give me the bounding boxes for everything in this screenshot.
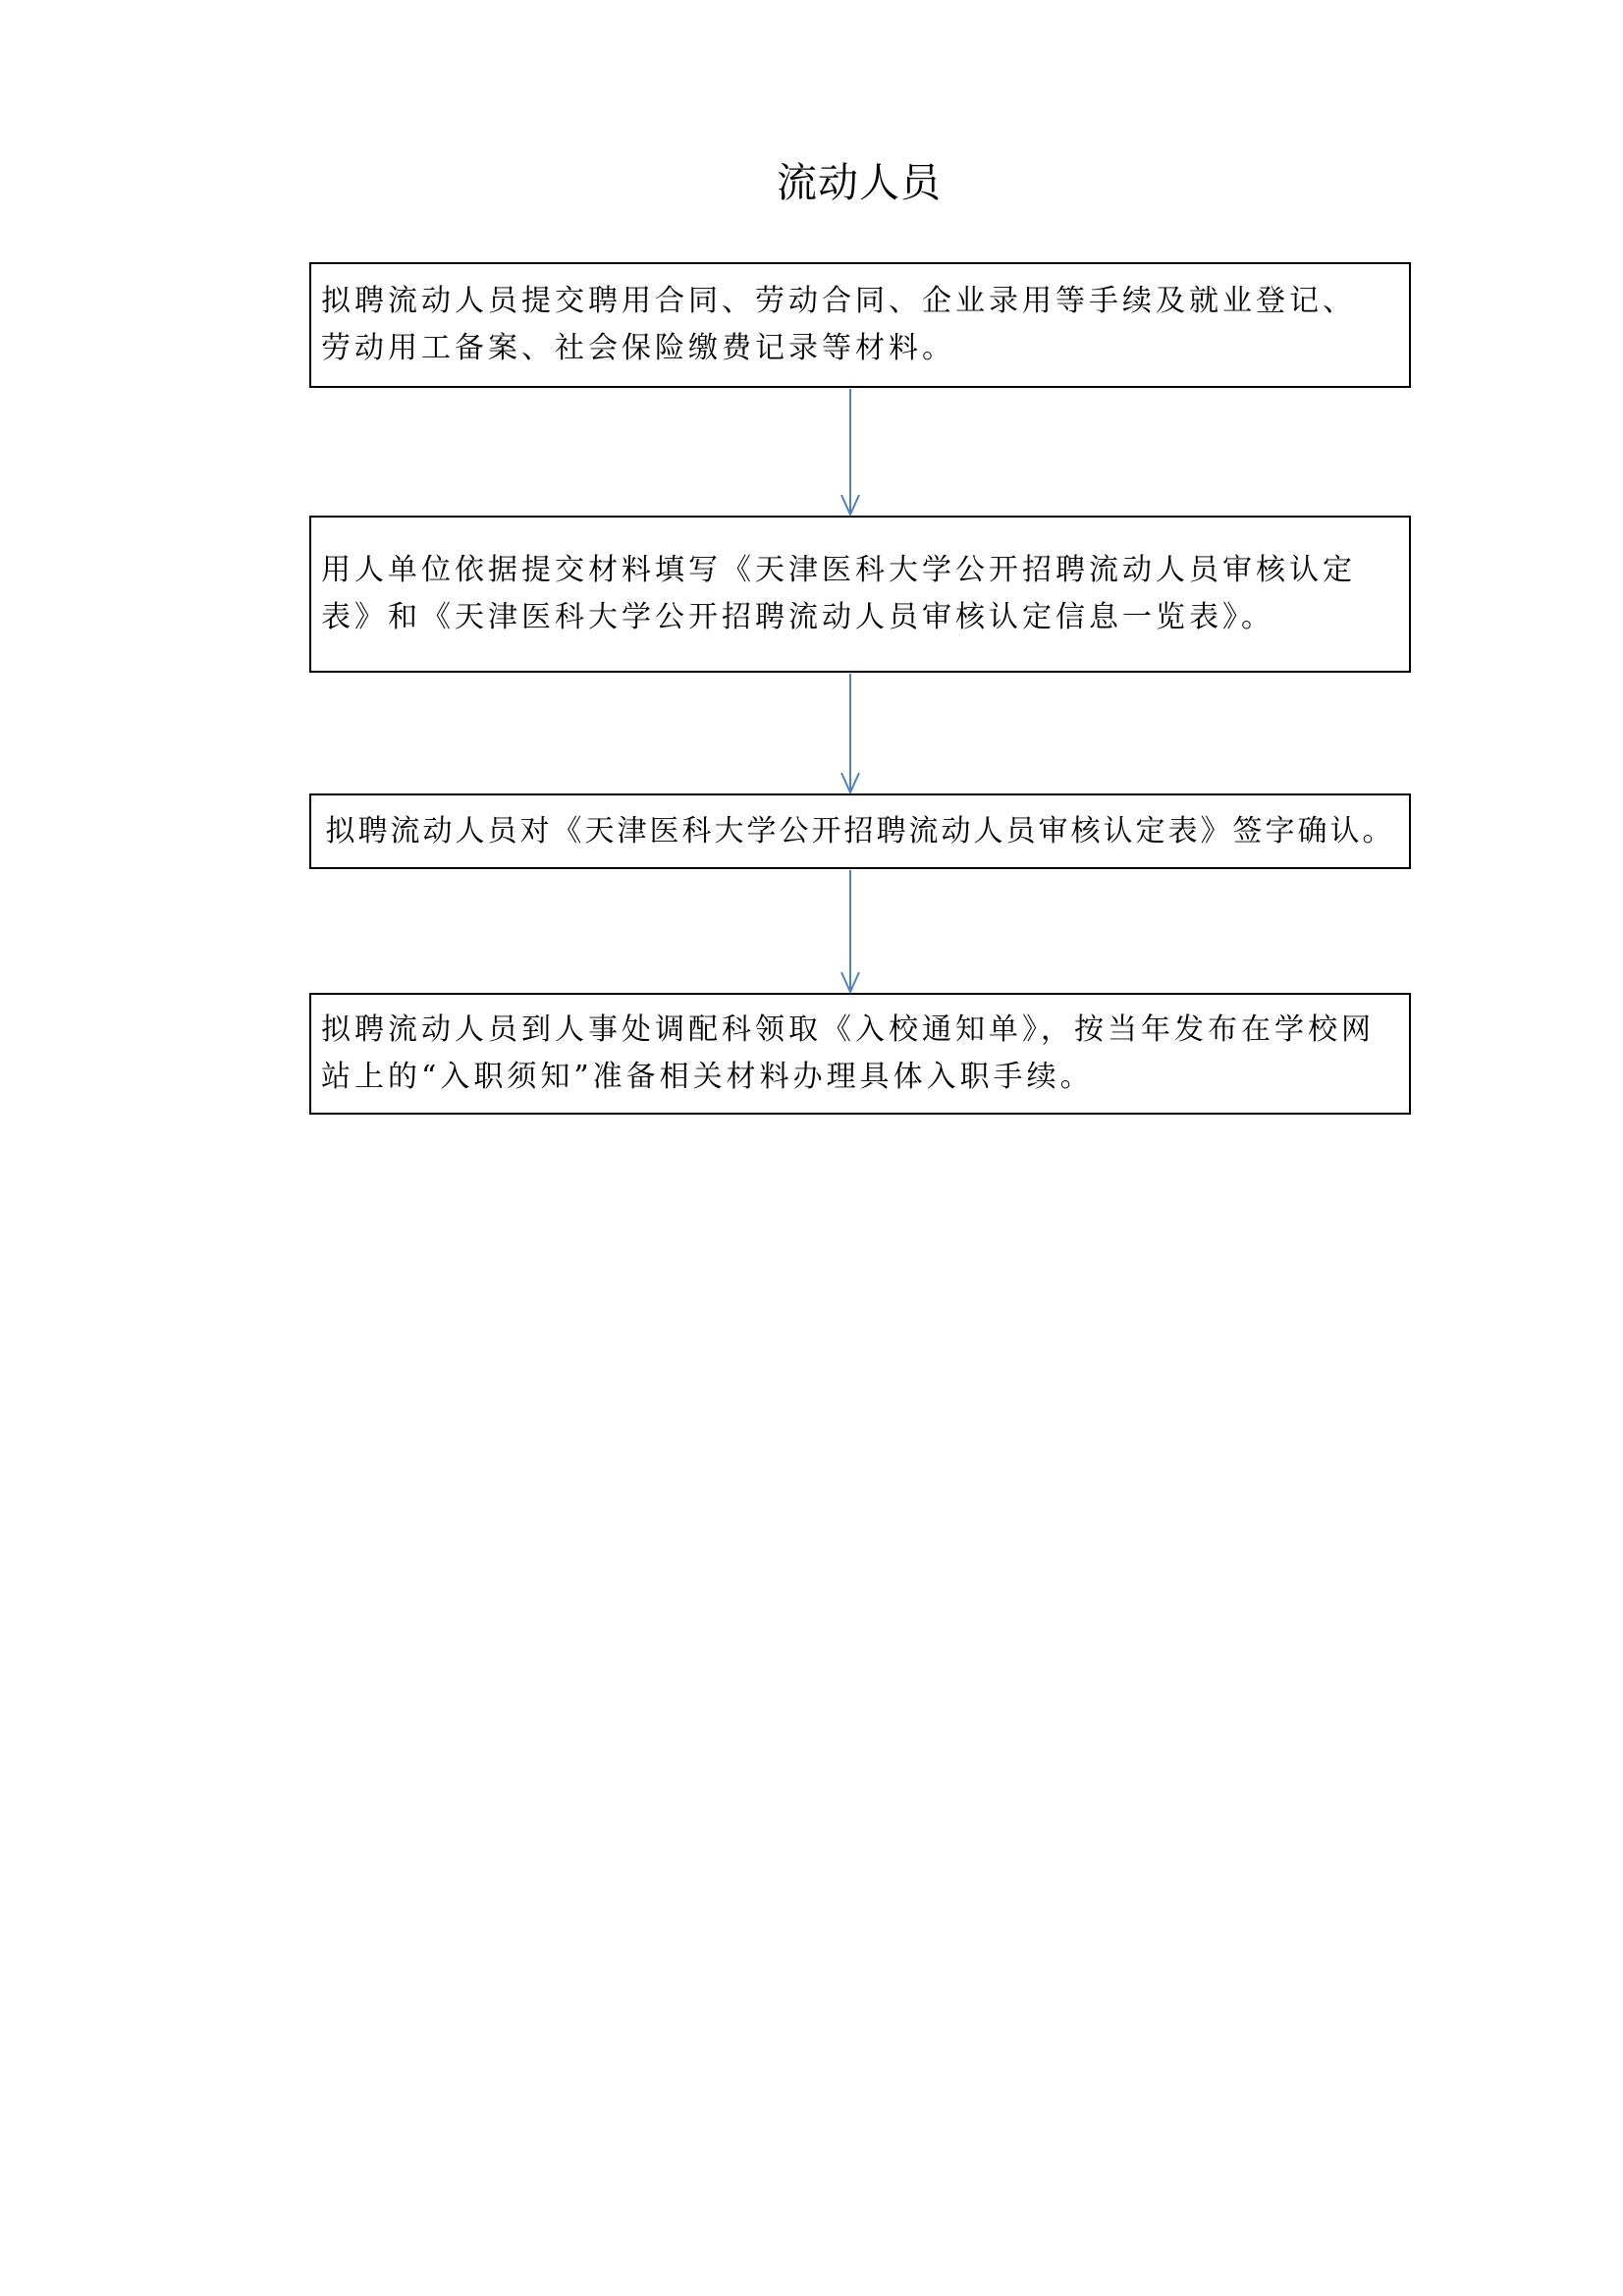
flow-step-box	[309, 262, 1411, 388]
flow-step-text: 用人单位依据提交材料填写《天津医科大学公开招聘流动人员审核认定表》和《天津医科大学公开招聘流动人员审核认定信息一览表》。	[321, 553, 1356, 634]
flow-step-text: 拟聘流动人员提交聘用合同、劳动合同、企业录用等手续及就业登记、劳动用工备案、社会保险缴费记录等材料。	[321, 284, 1356, 365]
flow-step-box	[309, 993, 1411, 1115]
flow-step-text: 拟聘流动人员到人事处调配科领取《入校通知单》，按当年发布在学校网站上的“入职须知”准备相关材料办理具体入职手续。	[321, 1012, 1375, 1094]
flow-arrow	[841, 674, 859, 793]
flow-step-box	[309, 793, 1411, 869]
flow-arrow	[841, 870, 859, 992]
flow-arrow	[841, 389, 859, 515]
flow-step-box	[309, 516, 1411, 673]
page-title: 流动人员	[777, 159, 942, 206]
flow-step-text: 拟聘流动人员对《天津医科大学公开招聘流动人员审核认定表》签字确认。	[325, 813, 1395, 848]
